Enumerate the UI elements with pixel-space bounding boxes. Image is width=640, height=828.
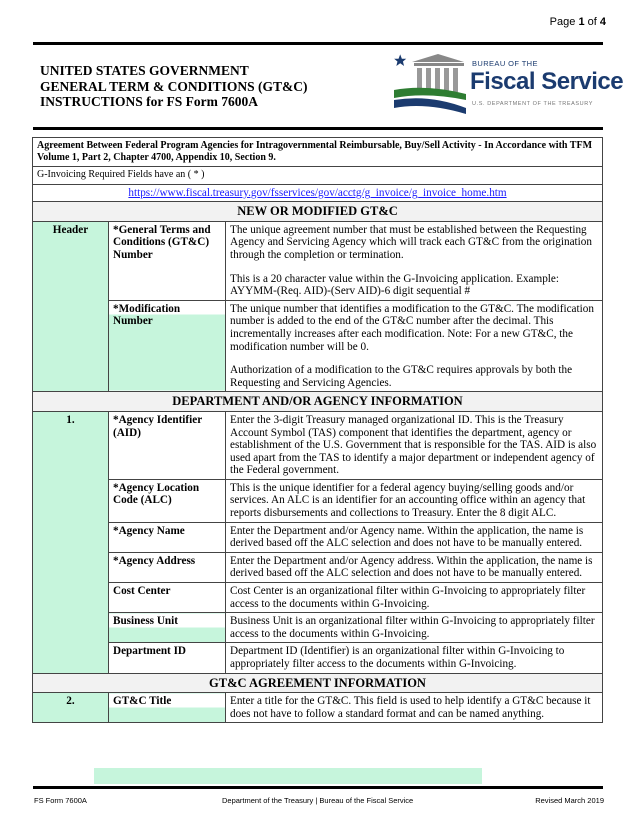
alc-desc: This is the unique identifier for a federal agency buying/selling goods and/or services. An ALC is an identifier for an accounting office within an agency that reports disbursements and collections to Treasury. Enter the 8 digit ALC. bbox=[226, 479, 603, 522]
gtc-number-desc bbox=[226, 221, 603, 300]
row-number-1: 1. bbox=[33, 411, 109, 673]
title-line-1: UNITED STATES GOVERNMENT bbox=[40, 63, 249, 78]
section-new-gtc: NEW OR MODIFIED GT&C bbox=[33, 202, 603, 222]
intro-text: Agreement Between Federal Program Agencies for Intragovernmental Reimbursable, Buy/Sell Activity - In Accordance with TFM Volume 1, Part 2, Chapter 4700, Appendix 10, Section 9. bbox=[33, 138, 603, 167]
aid-desc: Enter the 3-digit Treasury managed organizational ID. This is the Treasury Account Symbol (TAS) component that identifies the department, agency or establishment of the U.S. Government that is responsible for the TAS. AID is also used apart from the TAS to identify a major department or independent agency of the Federal government. bbox=[226, 411, 603, 479]
footer-revised: Revised March 2019 bbox=[535, 796, 604, 805]
page-label: Page bbox=[549, 16, 576, 28]
g-invoicing-link[interactable]: https://www.fiscal.treasury.gov/fsservices/gov/acctg/g_invoice/g_invoice_home.htm bbox=[128, 186, 507, 199]
highlight-bar bbox=[94, 768, 482, 784]
page-number bbox=[550, 16, 606, 28]
gtc-number-label: *General Terms and Conditions (GT&C) Number bbox=[109, 221, 226, 300]
agency-name-desc: Enter the Department and/or Agency name. Within the application, the name is derived based off the ALC selection and does not have to be manually entered. bbox=[226, 522, 603, 552]
treasury-building-icon bbox=[390, 50, 470, 116]
top-rule bbox=[33, 42, 603, 45]
footer-form-name: FS Form 7600A bbox=[34, 796, 87, 805]
page-total: 4 bbox=[599, 16, 606, 28]
title-rule bbox=[33, 127, 603, 130]
fiscal-service-logo bbox=[390, 50, 624, 116]
agency-address-label: *Agency Address bbox=[109, 552, 226, 582]
instructions-table bbox=[32, 137, 603, 723]
bottom-rule bbox=[33, 786, 603, 789]
page-of: of bbox=[587, 16, 597, 28]
title-line-3: INSTRUCTIONS for FS Form 7600A bbox=[40, 94, 259, 109]
url-row bbox=[33, 184, 603, 202]
modification-number-desc bbox=[226, 300, 603, 392]
modification-desc-p1: The unique number that identifies a modification to the GT&C. The modification number is added to the end of the GT&C number after the decimal. This incrementally increases after each modification. Note: For a new GT&C, the modification number will be 0. bbox=[230, 302, 594, 353]
department-id-desc: Department ID (Identifier) is an organizational filter within G-Invoicing to appropriately filter access to the documents within G-Invoicing. bbox=[226, 643, 603, 673]
document-title bbox=[40, 63, 308, 110]
logo-name: Fiscal Service bbox=[470, 68, 624, 95]
agency-name-label: *Agency Name bbox=[109, 522, 226, 552]
business-unit-label: Business Unit bbox=[109, 613, 226, 643]
gtc-title-desc: Enter a title for the GT&C. This field is used to help identify a GT&C because it does not have to follow a standard format and can be named anything. bbox=[226, 693, 603, 723]
cost-center-label: Cost Center bbox=[109, 583, 226, 613]
logo-bureau-text: BUREAU OF THE bbox=[472, 59, 538, 68]
alc-label: *Agency Location Code (ALC) bbox=[109, 479, 226, 522]
row-number-2: 2. bbox=[33, 693, 109, 723]
required-note: G-Invoicing Required Fields have an ( * ) bbox=[33, 167, 603, 185]
gtc-title-label: GT&C Title bbox=[109, 693, 226, 723]
business-unit-desc: Business Unit is an organizational filter within G-Invoicing to appropriately filter access to the documents within G-Invoicing. bbox=[226, 613, 603, 643]
page-current: 1 bbox=[578, 16, 585, 28]
gtc-number-desc-p1: The unique agreement number that must be established between the Requesting Agency and Servicing Agency which will track each GT&C from the origination through the completion or termination. bbox=[230, 223, 592, 261]
agency-address-desc: Enter the Department and/or Agency address. Within the application, the name is derived based off the ALC selection and does not have to be manually entered. bbox=[226, 552, 603, 582]
modification-desc-p2: Authorization of a modification to the GT&C requires approvals by both the Requesting and Servicing Agencies. bbox=[230, 364, 573, 389]
title-line-2: GENERAL TERM & CONDITIONS (GT&C) bbox=[40, 78, 308, 94]
row-label-header: Header bbox=[33, 221, 109, 392]
cost-center-desc: Cost Center is an organizational filter within G-Invoicing to appropriately filter access to the documents within G-Invoicing. bbox=[226, 583, 603, 613]
footer-department: Department of the Treasury | Bureau of the Fiscal Service bbox=[222, 796, 414, 805]
logo-dept-text: U.S. DEPARTMENT OF THE TREASURY bbox=[472, 101, 593, 107]
modification-number-label: *Modification Number bbox=[109, 300, 226, 392]
section-agreement-info: GT&C AGREEMENT INFORMATION bbox=[33, 673, 603, 693]
department-id-label: Department ID bbox=[109, 643, 226, 673]
section-agency-info: DEPARTMENT AND/OR AGENCY INFORMATION bbox=[33, 392, 603, 412]
gtc-number-desc-p2: This is a 20 character value within the G-Invoicing application. Example: AYYMM-(Req. AID)-(Serv AID)-6 digit sequential # bbox=[230, 272, 559, 298]
aid-label: *Agency Identifier (AID) bbox=[109, 411, 226, 479]
